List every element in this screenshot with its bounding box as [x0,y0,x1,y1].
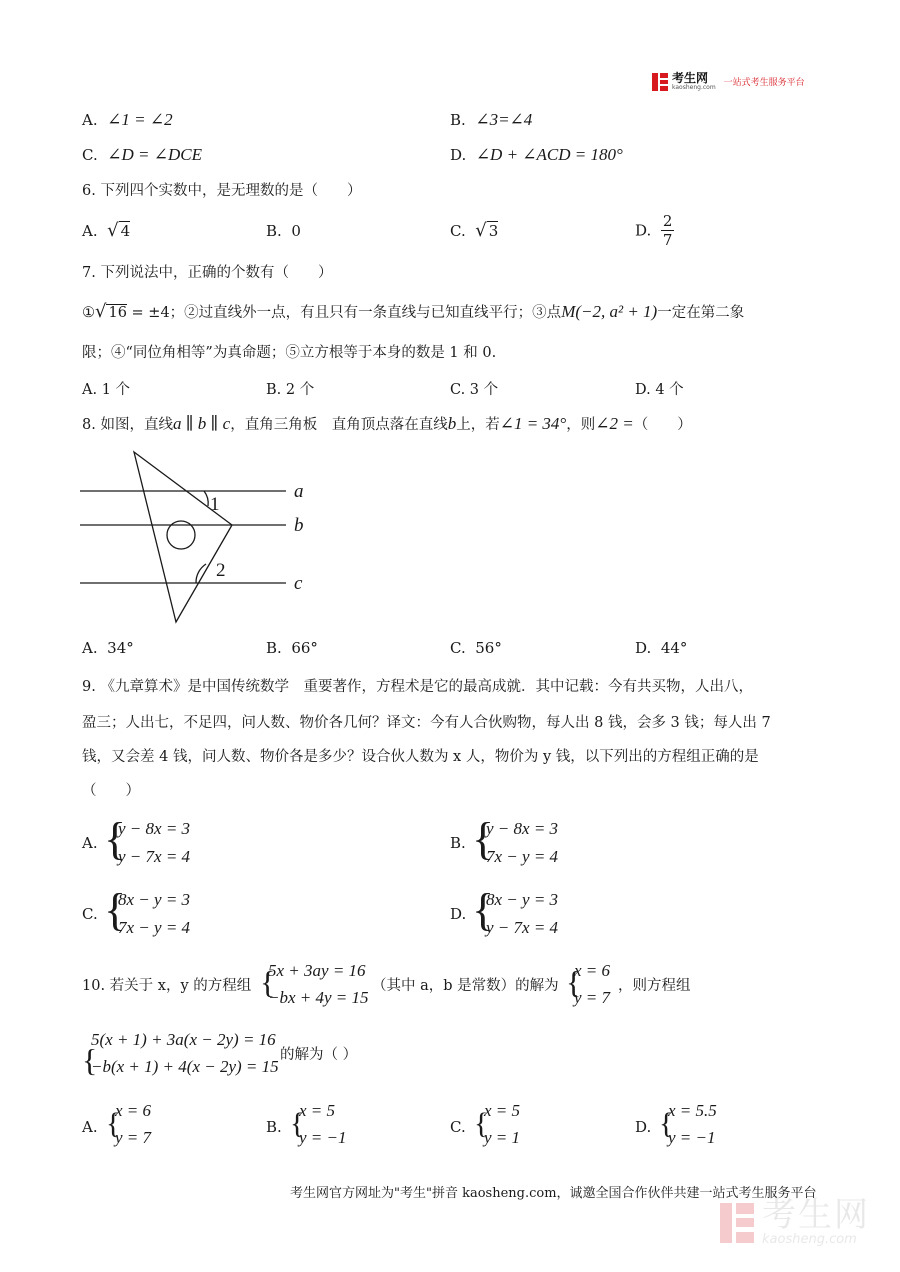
q8-option-b: B. 66° [266,639,318,657]
q10-stem-c: ，则方程组 [618,978,691,994]
q10-stem-d: 的解为（ ） [280,1047,358,1063]
q10-sys2-eq1: 5(x + 1) + 3a(x − 2y) = 16 [91,1030,276,1049]
label-a: a [294,481,304,502]
q10-option-d-label: D. [635,1118,652,1136]
q10-sol-eq1: x = 6 [574,961,611,980]
q6-option-c: C. √ 3 [450,220,499,241]
q9-option-c-eq1: 8x − y = 3 [118,890,191,909]
q10-option-c-eq2: y = 1 [484,1128,521,1147]
q9-option-b-eq1: y − 8x = 3 [486,819,559,838]
logo-slogan: 一站式考生服务平台 [723,78,805,88]
footer-text: 考生网官方网址为"考生"拼音 kaosheng.com，诚邀全国合作伙伴共建一站式考生服务平台 [290,1186,817,1201]
q9-option-d-eq1: 8x − y = 3 [486,890,559,909]
q7-option-c: C. 3 个 [450,382,499,398]
q7-statement-line2: 限；④“同位角相等”为真命题；⑤立方根等于本身的数是 1 和 0. [82,345,497,361]
q7-option-b: B. 2 个 [266,382,315,398]
q10-stem-a: 10. 若关于 x，y 的方程组 [82,978,252,994]
q9-option-b-label: B. [450,834,466,852]
q10-option-b-label: B. [266,1118,282,1136]
watermark-url: kaosheng.com [762,1232,857,1247]
q7-option-a: A. 1 个 [82,382,131,398]
q7-statement-line1: ①√ 16 = ±4；②过直线外一点，有且只有一条直线与已知直线平行；③点M(−2, a² + 1)一定在第二象 [82,301,745,322]
watermark [720,1195,870,1247]
q6-option-a: A. √ 4 [82,220,131,241]
q10-option-a-eq2: y = 7 [115,1128,152,1147]
header-logo [652,72,805,91]
q6-option-d: D. $\frac{2}{7}$ [635,212,673,249]
watermark-logo-icon [720,1203,754,1243]
q10-option-c-brace: { [474,1107,489,1140]
label-angle-1: 1 [210,494,220,515]
q10-option-b-eq1: x = 5 [299,1101,336,1120]
q10-option-d-eq2: y = −1 [668,1128,716,1147]
logo-name: 考生网 [672,71,709,85]
q7-option-d: D. 4 个 [635,382,684,398]
q8-option-a: A. 34° [82,639,134,657]
label-c: c [294,573,303,594]
q8-option-c: C. 56° [450,639,502,657]
right-triangle-ruler [134,452,232,622]
logo-url: kaosheng.com [672,84,716,91]
q5-option-b: B. ∠3=∠4 [450,110,533,129]
q10-sys1-brace: { [260,964,276,1000]
q6-stem: 6. 下列四个实数中，是无理数的是（ ） [82,183,362,199]
q10-sys2-eq2: −b(x + 1) + 4(x − 2y) = 15 [91,1057,279,1076]
angle-1-arc [204,491,208,506]
q9-option-c-label: C. [82,905,98,923]
q10-option-b-eq2: y = −1 [299,1128,347,1147]
label-b: b [294,515,304,536]
q9-option-d-eq2: y − 7x = 4 [486,918,559,937]
q5-option-a: A. ∠1 = ∠2 [82,110,173,129]
q9-option-b-brace: { [472,813,495,864]
q10-option-d-eq1: x = 5.5 [668,1101,717,1120]
q10-sys1-eq2: −bx + 4y = 15 [268,988,369,1007]
q8-figure [76,446,336,626]
q10-option-a-eq1: x = 6 [115,1101,152,1120]
q9-line1: 9. 《九章算术》是中国传统数学 重要著作，方程术是它的最高成就．其中记载：今有共买物，人出八， [82,679,753,695]
q9-option-a-label: A. [82,834,98,852]
q9-line3: 钱，又会差 4 钱，问人数、物价各是多少？设合伙人数为 x 人，物价为 y 钱，以下列出的方程组正确的是 [82,749,759,765]
q5-option-d: D. ∠D + ∠ACD = 180° [450,145,623,164]
q10-option-c-label: C. [450,1118,466,1136]
q9-option-c-brace: { [104,884,127,935]
q9-line4: （ ） [82,783,140,799]
q10-option-a-brace: { [106,1107,121,1140]
q10-sol-eq2: y = 7 [574,988,611,1007]
kaosheng-logo-icon [652,73,668,91]
q10-sys2-brace: { [82,1042,98,1078]
q10-option-a-label: A. [82,1118,98,1136]
q10-option-d-brace: { [659,1107,674,1140]
q9-option-a-eq1: y − 8x = 3 [118,819,191,838]
q10-sol-brace: { [566,964,582,1000]
q9-option-a-eq2: y − 7x = 4 [118,847,191,866]
q9-option-a-brace: { [104,813,127,864]
label-angle-2: 2 [216,560,226,581]
q8-stem: 8. 如图，直线a ∥ b ∥ c，直角三角板 直角顶点落在直线b上，若∠1 = 34°，则∠2 =（ ） [82,414,692,433]
q7-stem: 7. 下列说法中，正确的个数有（ ） [82,265,333,281]
q5-option-c: C. ∠D = ∠DCE [82,145,203,164]
q10-sys1-eq1: 5x + 3ay = 16 [268,961,366,980]
q9-option-b-eq2: 7x − y = 4 [486,847,559,866]
q8-option-d: D. 44° [635,639,688,657]
watermark-text: 考生网 [762,1195,870,1235]
q10-option-b-brace: { [290,1107,305,1140]
q9-option-d-brace: { [472,884,495,935]
q9-option-d-label: D. [450,905,467,923]
q9-option-c-eq2: 7x − y = 4 [118,918,191,937]
q9-line2: 盈三；人出七，不足四，问人数、物价各几何？译文：今有人合伙购物，每人出 8 钱，会多 3 钱；每人出 7 [82,715,771,731]
q10-option-c-eq1: x = 5 [484,1101,521,1120]
q6-option-b: B. 0 [266,222,301,240]
q10-stem-b: （其中 a，b 是常数）的解为 [372,978,559,994]
